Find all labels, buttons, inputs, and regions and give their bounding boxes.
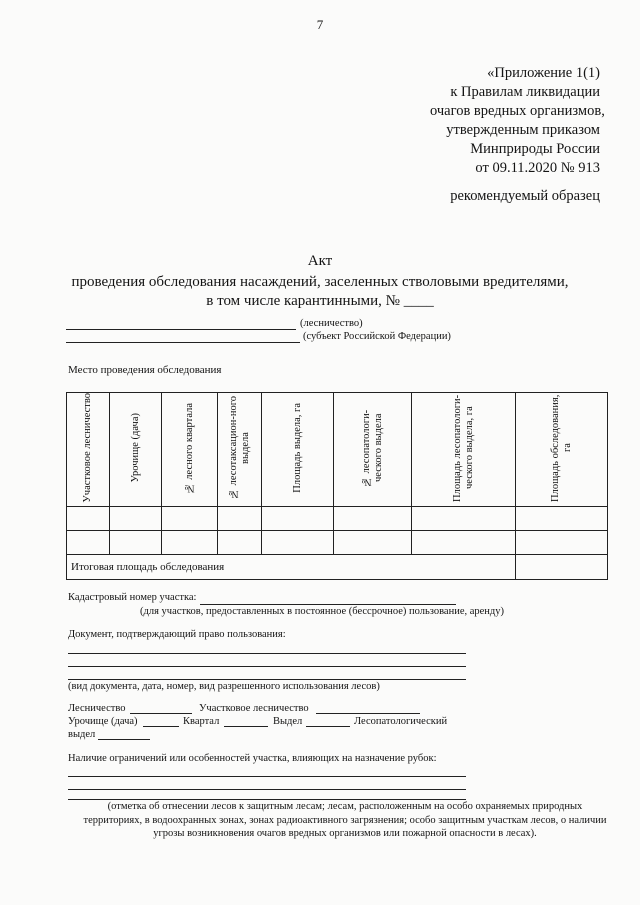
allotment-label: Выдел	[273, 716, 303, 727]
doc-subtitle-number: в том числе карантинными, № ____	[206, 293, 434, 309]
document-blank[interactable]	[68, 666, 466, 667]
subject-blank	[66, 342, 300, 343]
table-cell[interactable]	[412, 531, 516, 555]
place-label: Место проведения обследования	[68, 364, 222, 376]
table-cell[interactable]	[262, 531, 334, 555]
total-value-cell[interactable]	[516, 555, 608, 580]
restrictions-blank[interactable]	[68, 776, 466, 777]
appendix-line: к Правилам ликвидации	[450, 84, 600, 100]
district-field[interactable]	[316, 713, 420, 714]
cadastral-hint: (для участков, предоставленных в постоянное (бессрочное) пользование, аренду)	[140, 606, 505, 617]
survey-table	[66, 392, 608, 580]
allotment-field[interactable]	[306, 726, 350, 727]
restrictions-label: Наличие ограничений или особенностей участка, влияющих на назначение рубок:	[68, 753, 437, 764]
cadastral-label: Кадастровый номер участка:	[68, 592, 197, 603]
table-cell[interactable]	[334, 531, 412, 555]
page-number: 7	[316, 17, 324, 32]
table-cell[interactable]	[67, 531, 110, 555]
table-header: Урочище (дача)	[110, 393, 162, 507]
note-line: угрозы возникновения очагов вредных организмов или пожарной опасности в лесах).	[153, 828, 537, 839]
forestry-label: Лесничество	[68, 703, 126, 714]
restrictions-blank[interactable]	[68, 789, 466, 790]
subject-hint: (субъект Российской Федерации)	[303, 331, 451, 342]
appendix-line: «Приложение 1(1)	[487, 65, 600, 81]
table-row	[67, 531, 608, 555]
table-header-row	[67, 393, 608, 507]
table-header: № лесопатологи-ческого выдела	[334, 393, 412, 507]
cadastral-blank[interactable]	[200, 604, 456, 605]
table-cell[interactable]	[412, 507, 516, 531]
appendix-line: утвержденным приказом	[446, 122, 600, 138]
tract-field[interactable]	[143, 726, 179, 727]
forestry-field[interactable]	[130, 713, 192, 714]
table-header: Площадь лесопатологи-ческого выдела, га	[412, 393, 516, 507]
table-header: Площадь выдела, га	[262, 393, 334, 507]
appendix-line: очагов вредных организмов,	[430, 103, 605, 119]
tract-label: Урочище (дача)	[68, 716, 138, 727]
restrictions-note	[70, 800, 620, 841]
patho-allotment-field[interactable]	[98, 739, 150, 740]
table-header: Участковое лесничество	[67, 393, 110, 507]
table-header: № лесного квартала	[162, 393, 218, 507]
table-cell[interactable]	[334, 507, 412, 531]
table-cell[interactable]	[516, 507, 608, 531]
total-label: Итоговая площадь обследования	[67, 555, 516, 580]
doc-title: Акт	[307, 253, 333, 269]
recommended-sample: рекомендуемый образец	[450, 188, 600, 204]
forestry-hint: (лесничество)	[300, 318, 363, 329]
table-cell[interactable]	[67, 507, 110, 531]
table-cell[interactable]	[262, 507, 334, 531]
table-total-row	[67, 555, 608, 580]
table-header: Площадь обследования, га	[516, 393, 608, 507]
note-line: (отметка об отнесении лесов к защитным лесам; лесам, расположенным на особо охраняемых природных	[107, 801, 583, 812]
table-cell[interactable]	[218, 531, 262, 555]
table-row	[67, 507, 608, 531]
document-hint: (вид документа, дата, номер, вид разрешенного использования лесов)	[68, 681, 380, 692]
quarter-field[interactable]	[224, 726, 268, 727]
table-cell[interactable]	[162, 531, 218, 555]
district-label: Участковое лесничество	[199, 703, 309, 714]
doc-subtitle: проведения обследования насаждений, заселенных стволовыми вредителями,	[71, 274, 569, 290]
table-cell[interactable]	[162, 507, 218, 531]
table-cell[interactable]	[110, 531, 162, 555]
forestry-blank	[66, 329, 296, 330]
table-header: № лесотаксацион-ного выдела	[218, 393, 262, 507]
appendix-line: от 09.11.2020 № 913	[475, 160, 600, 176]
table-cell[interactable]	[110, 507, 162, 531]
patho-label: Лесопатологический	[354, 716, 448, 727]
document-blank[interactable]	[68, 679, 466, 680]
appendix-block	[430, 64, 605, 178]
note-line: территориях, в водоохранных зонах, зонах радиоактивного загрязнения; особо защитным участкам лесов, о наличии	[83, 814, 607, 826]
document-blank[interactable]	[68, 653, 466, 654]
table-cell[interactable]	[218, 507, 262, 531]
quarter-label: Квартал	[183, 716, 220, 727]
patho-allotment-label: выдел	[68, 729, 96, 740]
document-label: Документ, подтверждающий право пользования:	[68, 629, 286, 640]
table-cell[interactable]	[516, 531, 608, 555]
appendix-line: Минприроды России	[470, 141, 600, 157]
